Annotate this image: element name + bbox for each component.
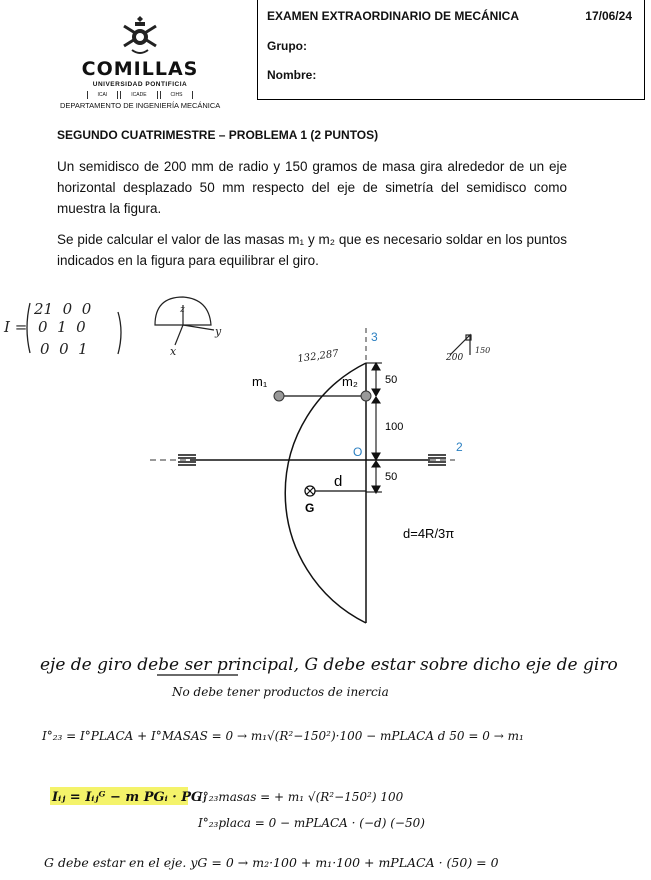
dim-bottom-50: 50 [385,471,398,483]
handwritten-triangle [450,335,471,355]
exam-date: 17/06/24 [585,9,632,23]
mass-m2-dot [361,391,371,401]
grupo-label: Grupo: [267,39,307,53]
logo-subtitle: UNIVERSIDAD PONTIFICIA [92,81,188,88]
label-axis-2: 2 [456,440,463,454]
axis-x-label: x [170,345,177,358]
mass-m1-dot [274,391,284,401]
exam-title: EXAMEN EXTRAORDINARIO DE MECÁNICA [267,9,520,23]
matrix-label: I = [4,318,28,336]
section-title: SEGUNDO CUATRIMESTRE – PROBLEMA 1 (2 PUNTOS) [57,128,379,142]
hw-eq-4: G debe estar en el eje. yG = 0 → m₂·100 + m₁·100 + mPLACA · (50) = 0 [44,855,499,870]
hw-line-1: eje de giro debe ser principal, G debe estar sobre dicho eje de giro [40,655,618,675]
matrix-row-1: 21 0 0 [34,300,92,318]
label-d: d [334,473,343,490]
problem-statement-1: Un semidisco de 200 mm de radio y 150 gramos de masa gira alrededor de un eje horizontal desplazado 50 mm respecto del eje de simetría del semidisco como muestra la figura. [57,159,567,216]
note-triangle-a: 200 [446,353,464,363]
school-cihs: CIHS [160,91,194,99]
hw-eq-2: I°₂₃masas = + m₁ √(R²−150²) 100 [198,790,404,804]
school-icai: ICAI [87,91,119,99]
dimension-arrows [366,363,382,493]
axis-z-label: z [180,305,185,315]
hw-eq-1: I°₂₃ = I°PLACA + I°MASAS = 0 → m₁√(R²−150²)·100 − mPLACA d 50 = 0 → m₁ [42,729,524,743]
note-triangle-b: 150 [475,346,491,355]
hw-eq-highlight: Iᵢⱼ = Iᵢⱼᴳ − m PGᵢ · PGⱼ [52,790,207,805]
label-m2: m₂ [342,374,358,389]
hw-line-2: No debe tener productos de inercia [172,685,389,699]
dim-mid-100: 100 [385,421,404,433]
label-m1: m₁ [252,374,268,389]
matrix-row-3: 0 0 1 [40,340,88,358]
nombre-label: Nombre: [267,68,317,82]
label-axis-3: 3 [371,330,378,344]
semidisc-outline [285,363,366,623]
problem-statement-2: Se pide calcular el valor de las masas m₁ y m₂ que es necesario soldar en los puntos indicados en la figura para equilibrar el giro. [57,232,567,268]
school-icade: ICADE [120,91,157,99]
note-coord: 132,287 [296,348,340,365]
handwritten-matrix [3,300,121,358]
formula-d: d=4R/3π [403,526,455,541]
matrix-row-2: 0 1 0 [38,318,86,336]
department-name: DEPARTAMENTO DE INGENIERÍA MECÁNICA [60,101,221,110]
logo-brand: COMILLAS [81,58,199,80]
label-g: G [305,501,315,515]
axis-y-label: y [215,325,222,338]
label-origin-o: O [353,445,363,459]
hw-eq-3: I°₂₃placa = 0 − mPLACA · (−d) (−50) [198,816,425,830]
dim-top-50: 50 [385,374,398,386]
centroid-g-icon [305,486,315,496]
